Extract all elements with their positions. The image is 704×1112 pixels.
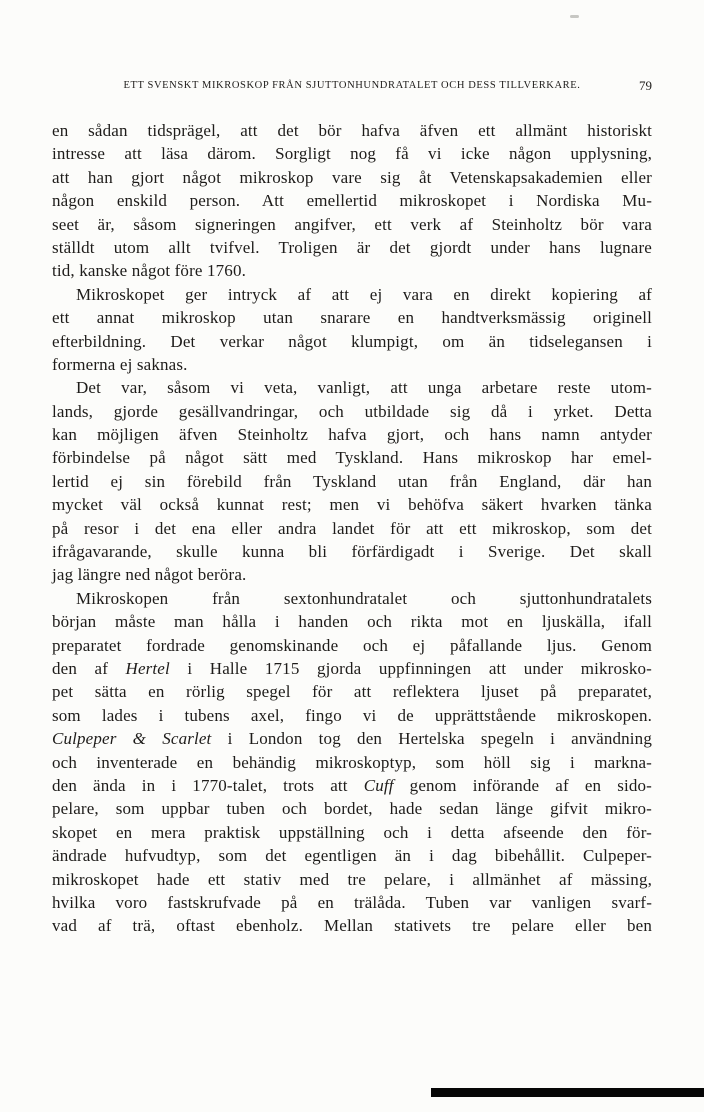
text-line: skopet en mera praktisk uppställning och i detta afseende den för- bbox=[52, 822, 652, 842]
text-line: efterbildning. Det verkar något klumpigt, om än tidselegansen i bbox=[52, 331, 652, 351]
text-line: tid, kanske något före 1760. bbox=[52, 261, 246, 281]
text-line: att han gjort något mikroskop vare sig åt Vetenskapsakademien eller bbox=[52, 167, 652, 187]
text-line: intresse att läsa därom. Sorgligt nog få vi icke någon upplysning, bbox=[52, 144, 652, 164]
text-line: den af Hertel i Halle 1715 gjorda uppfinningen att under mikrosko- bbox=[52, 658, 652, 678]
text-line: lands, gjorde gesällvandringar, och utbildade sig då i yrket. Detta bbox=[52, 401, 652, 421]
text-line: början måste man hålla i handen och rikta mot en ljuskälla, ifall bbox=[52, 612, 652, 632]
text-line: pelare, som uppbar tuben och bordet, hade sedan länge gifvit mikro- bbox=[52, 799, 652, 819]
running-header bbox=[52, 80, 652, 91]
text-line: Culpeper & Scarlet i London tog den Hertelska spegeln i användning bbox=[52, 729, 652, 749]
text-line: Det var, såsom vi veta, vanligt, att unga arbetare reste utom- bbox=[76, 378, 652, 398]
text-line: mikroskopet hade ett stativ med tre pelare, i allmänhet af mässing, bbox=[52, 869, 652, 889]
scan-speck bbox=[570, 15, 579, 18]
paragraph bbox=[52, 587, 652, 938]
text-line: den ända in i 1770-talet, trots att Cuff genom införande af en sido- bbox=[52, 775, 652, 795]
text-line: som lades i tubens axel, fingo vi de upprättstående mikroskopen. bbox=[52, 705, 652, 725]
text-line: seet är, såsom signeringen angifver, ett verk af Steinholtz bör vara bbox=[52, 214, 652, 234]
paragraph bbox=[52, 119, 652, 283]
text-line: preparatet fordrade genomskinande och ej påfallande ljus. Genom bbox=[52, 635, 652, 655]
body-text bbox=[52, 119, 652, 938]
scan-artifact-bar bbox=[431, 1088, 704, 1097]
text-line: ett annat mikroskop utan snarare en handtverksmässig originell bbox=[52, 308, 652, 328]
italic-text: Cuff bbox=[363, 775, 394, 795]
text-line: kan möjligen äfven Steinholtz hafva gjort, och hans namn antyder bbox=[52, 425, 652, 445]
text-line: en sådan tidsprägel, att det bör hafva äfven ett allmänt historiskt bbox=[52, 121, 652, 140]
text-line: ställdt utom allt tvifvel. Troligen är det gjordt under hans lugnare bbox=[52, 237, 652, 257]
text-line: på resor i det ena eller andra landet för att ett mikroskop, som det bbox=[52, 518, 652, 538]
text-line: formerna ej saknas. bbox=[52, 354, 188, 374]
text-line: ifrågavarande, skulle kunna bli förfärdigadt i Sverige. Det skall bbox=[52, 542, 652, 562]
text-line: pet sätta en rörlig spegel för att reflektera ljuset på preparatet, bbox=[52, 682, 652, 702]
text-line: någon enskild person. Att emellertid mikroskopet i Nordiska Mu- bbox=[52, 191, 652, 211]
text-line: och inventerade en behändig mikroskoptyp, som höll sig i markna- bbox=[52, 752, 652, 772]
running-header-title: ETT SVENSKT MIKROSKOP FRÅN SJUTTONHUNDRATALET OCH DESS TILLVERKARE. bbox=[123, 80, 581, 91]
text-line: förbindelse på något sätt med Tyskland. Hans mikroskop har emel- bbox=[52, 448, 652, 468]
text-line: lertid ej sin förebild från Tyskland utan från England, där han bbox=[52, 471, 652, 491]
text-line: Mikroskopen från sextonhundratalet och sjuttonhundratalets bbox=[76, 588, 652, 608]
paragraph bbox=[52, 376, 652, 587]
text-line: hvilka voro fastskrufvade på en trälåda. Tuben var vanligen svarf- bbox=[52, 892, 652, 912]
paragraph bbox=[52, 283, 652, 377]
text-line: vad af trä, oftast ebenholz. Mellan stativets tre pelare eller ben bbox=[52, 916, 652, 936]
italic-text: Hertel bbox=[125, 658, 170, 678]
italic-text: Culpeper & Scarlet bbox=[52, 729, 212, 749]
text-line: jag längre ned något beröra. bbox=[52, 565, 247, 585]
text-line: mycket väl också kunnat rest; men vi behöfva säkert hvarken tänka bbox=[52, 495, 652, 515]
text-line: ändrade hufvudtyp, som det egentligen än i dag bibehållit. Culpeper- bbox=[52, 846, 652, 866]
page-number: 79 bbox=[639, 78, 652, 93]
text-line: Mikroskopet ger intryck af att ej vara en direkt kopiering af bbox=[76, 284, 652, 304]
